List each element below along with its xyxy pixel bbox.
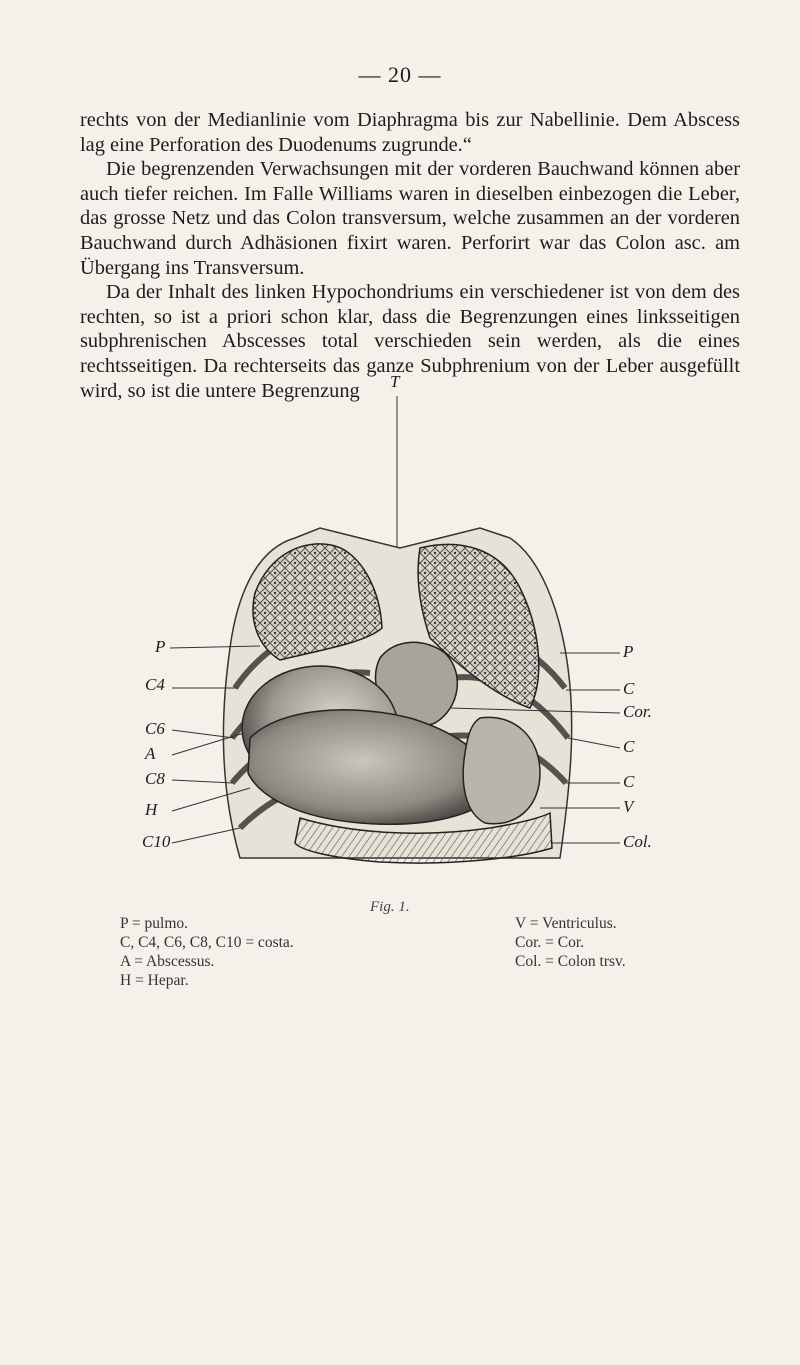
legend-item: Cor. = Cor.	[515, 934, 585, 951]
body-text	[80, 108, 740, 403]
legend-left	[120, 914, 294, 990]
figure-caption: Fig. 1.	[370, 899, 410, 915]
paragraph-2: Die begrenzenden Verwachsungen mit der vorderen Bauchwand können aber auch tiefer reichen. Im Falle Williams waren in dieselben einbezogen die Leber, das grosse Netz und das Colon transversum, welche zusammen an der vorderen Bauchwand durch Adhäsionen fixirt waren. Perforirt war das Colon asc. am Übergang ins Transversum.	[80, 158, 740, 279]
legend-item: Col. = Colon trsv.	[515, 953, 626, 970]
label-right-C2: C	[623, 737, 635, 756]
paragraph-3: Da der Inhalt des linken Hypochondriums ein verschiedener ist von dem des rechten, so ist a priori schon klar, dass die Begrenzungen eines linksseitigen subphrenischen Abscesses total verschieden sein werden, als die eines rechtsseitigen. Da rechterseits das ganze Subphrenium von der Leber ausgefüllt wird, so ist die untere Begrenzung	[80, 281, 740, 402]
label-left-C10: C10	[142, 832, 171, 851]
label-left-P: P	[155, 637, 166, 656]
paragraph-1: rechts von der Medianlinie vom Diaphragma bis zur Nabellinie. Dem Abscess lag eine Perforation des Duodenums zugrunde.“	[80, 109, 740, 156]
label-top-T: T	[390, 372, 400, 391]
label-left-C8: C8	[145, 769, 165, 788]
label-right-P: P	[623, 642, 634, 661]
label-left-A: A	[145, 744, 156, 763]
label-right-Cor: Cor.	[623, 702, 652, 721]
label-left-C6: C6	[145, 719, 165, 738]
anatomical-figure	[120, 372, 720, 908]
legend-item: C, C4, C6, C8, C10 = costa.	[120, 934, 294, 951]
legend-item: H = Hepar.	[120, 972, 189, 989]
label-right-C3: C	[623, 772, 635, 791]
legend-item: V = Ventriculus.	[515, 915, 617, 932]
legend-item: A = Abscessus.	[120, 953, 215, 970]
legend-item: P = pulmo.	[120, 915, 189, 932]
label-left-H: H	[145, 800, 158, 819]
label-right-C1: C	[623, 679, 635, 698]
page-number: — 20 —	[358, 62, 442, 87]
label-right-V: V	[623, 797, 634, 816]
label-right-Col: Col.	[623, 832, 652, 851]
label-left-C4: C4	[145, 675, 165, 694]
legend-right	[515, 914, 626, 971]
